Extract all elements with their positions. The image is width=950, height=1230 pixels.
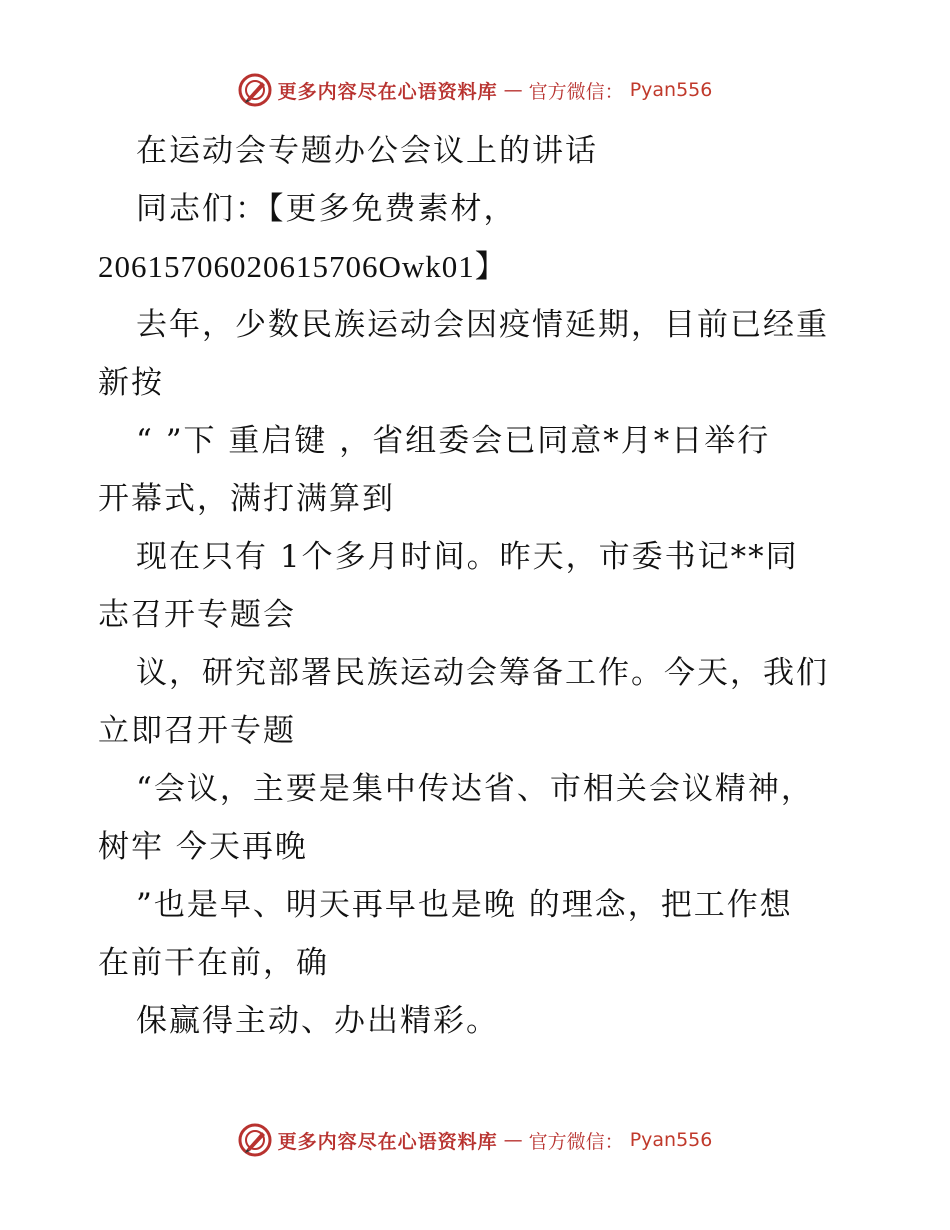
watermark-wechat-id: Pyan556 — [629, 79, 713, 101]
pen-logo-icon — [238, 73, 272, 107]
watermark-footer — [0, 1120, 950, 1160]
text-line: ”也是早、明天再早也是晚 的理念，把工作想 — [136, 887, 793, 923]
text-line: 20615706020615706Owk01】 — [98, 249, 507, 284]
watermark-wechat-label: 官方微信： — [528, 80, 624, 103]
text-line: 同志们：【更多免费素材， — [136, 191, 517, 227]
watermark-header — [0, 70, 950, 110]
watermark-wechat-label: 官方微信： — [528, 1130, 624, 1153]
text-line: “ ”下 重启键 ，省组委会已同意*月*日举行 — [136, 423, 771, 459]
text-line: 立即召开专题 — [98, 713, 296, 749]
watermark-wechat-id: Pyan556 — [629, 1129, 713, 1151]
document-body — [98, 122, 858, 1050]
watermark-brand: 更多内容尽在心语资料库 — [277, 80, 498, 103]
text-line: 志召开专题会 — [98, 597, 296, 633]
watermark-dash: — — [503, 1129, 523, 1151]
text-line: 在前干在前，确 — [98, 945, 329, 981]
watermark-dash: — — [503, 79, 523, 101]
watermark-brand: 更多内容尽在心语资料库 — [277, 1130, 498, 1153]
text-line: 去年，少数民族运动会因疫情延期，目前已经重 — [136, 307, 829, 343]
text-line: 开幕式，满打满算到 — [98, 481, 395, 517]
text-line: 议，研究部署民族运动会筹备工作。今天，我们 — [136, 655, 829, 691]
text-line: 现在只有 1个多月时间。昨天，市委书记**同 — [136, 539, 799, 575]
text-line: 新按 — [98, 365, 164, 401]
text-line: 树牢 今天再晚 — [98, 829, 308, 865]
text-line: 保赢得主动、办出精彩。 — [136, 1003, 499, 1039]
text-line: “会议，主要是集中传达省、市相关会议精神， — [136, 771, 814, 807]
pen-logo-icon — [238, 1123, 272, 1157]
document-title: 在运动会专题办公会议上的讲话 — [136, 133, 598, 169]
